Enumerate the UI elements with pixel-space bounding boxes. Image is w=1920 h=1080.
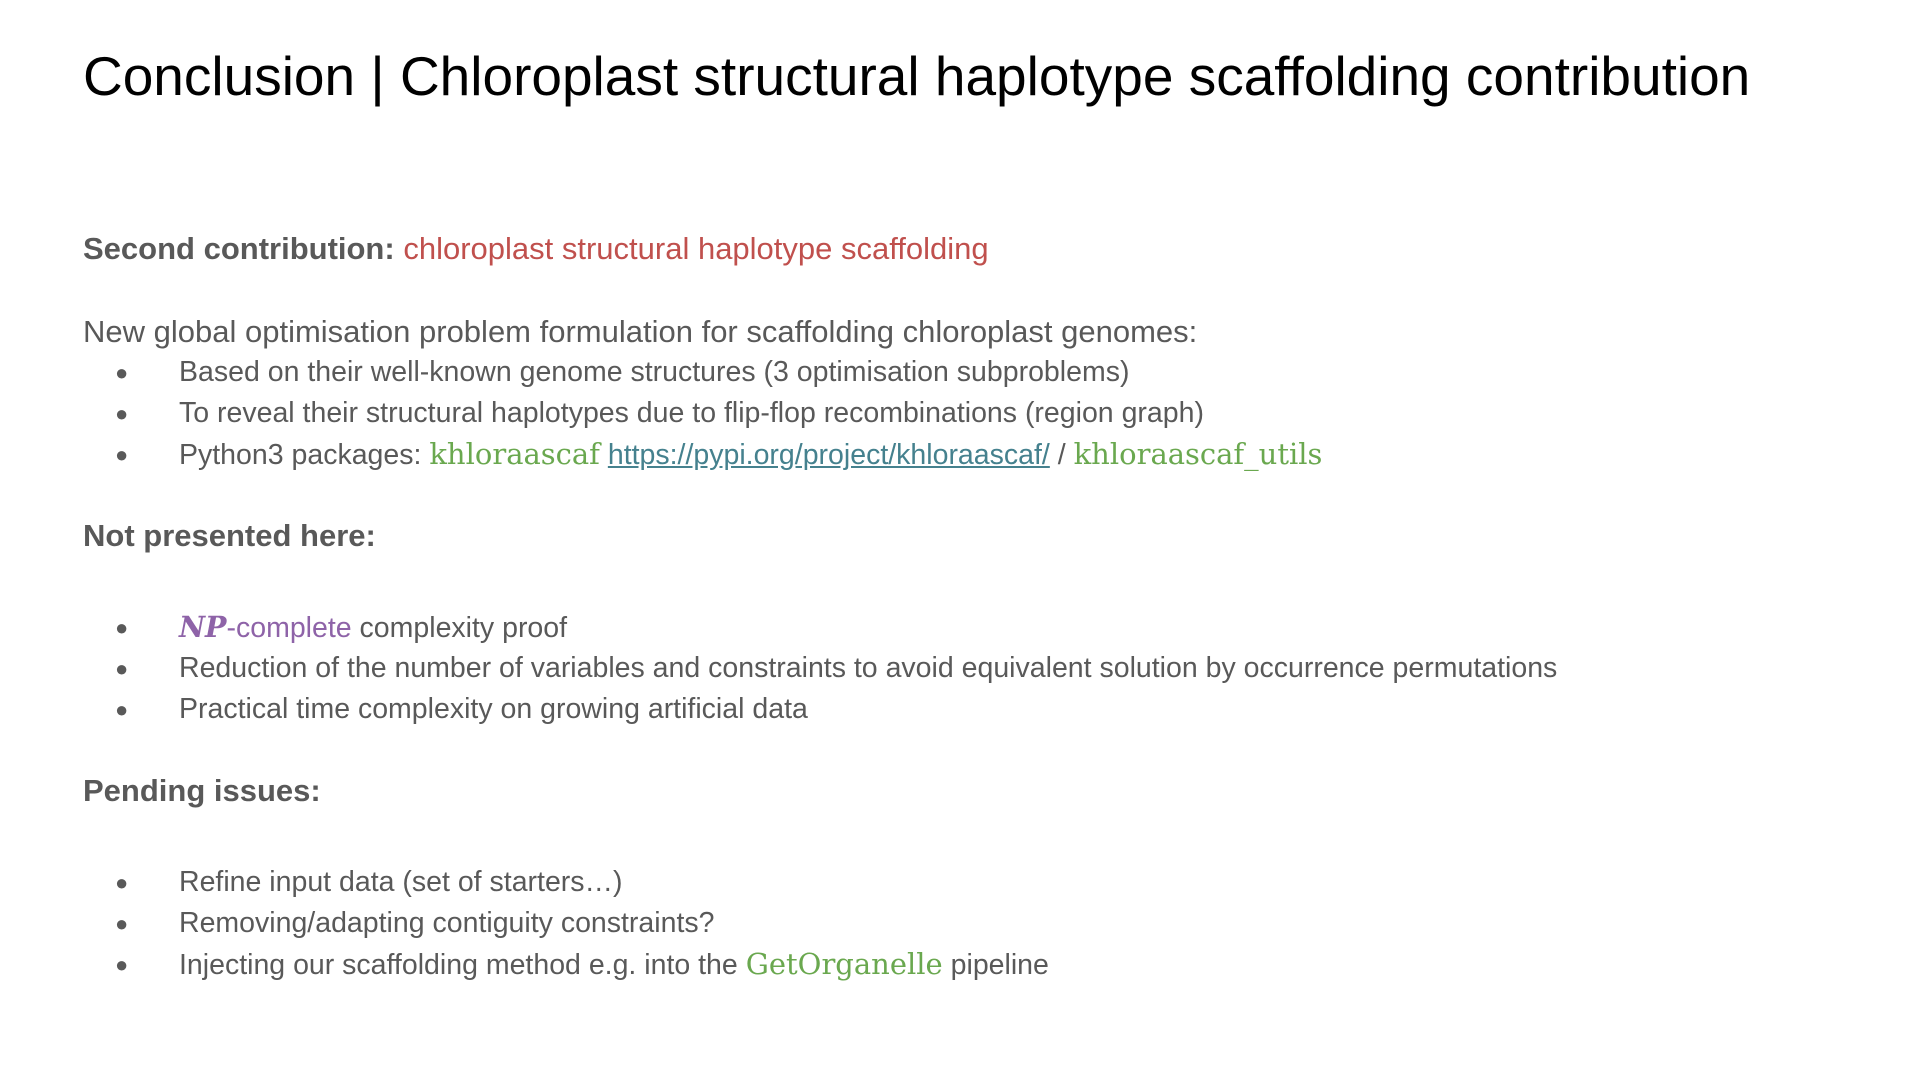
bullet-text: Practical time complexity on growing artificial data — [179, 693, 808, 725]
spacer — [83, 730, 1843, 766]
package-separator: / — [1057, 439, 1066, 471]
bullet-icon: ● — [115, 401, 129, 426]
bullet-text: Reduction of the number of variables and constraints to avoid equivalent solution by occurrence permutations — [179, 652, 1558, 684]
bullet-text: Refine input data (set of starters…) — [179, 866, 623, 898]
intro-text: New global optimisation problem formulation for scaffolding chloroplast genomes: — [83, 314, 1198, 349]
not-presented-label: Not presented here: — [83, 518, 376, 553]
list-item — [83, 903, 1843, 944]
np-complete-suffix: -complete — [226, 612, 352, 644]
bullet-text: complexity proof — [359, 612, 568, 644]
second-contribution-value: chloroplast structural haplotype scaffolding — [403, 231, 989, 266]
pending-bullet-list — [83, 862, 1843, 985]
package-khloraascaf-utils: khloraascaf_utils — [1073, 437, 1323, 471]
list-item — [83, 434, 1843, 475]
not-presented-bullet-list — [83, 607, 1843, 730]
pending-issues-label: Pending issues: — [83, 773, 321, 808]
list-item — [83, 689, 1843, 730]
bullet-text: Removing/adapting contiguity constraints? — [179, 907, 715, 939]
spacer — [83, 561, 1843, 607]
slide-body — [83, 224, 1843, 985]
np-symbol: NP — [179, 610, 227, 644]
bullet-text-suffix: pipeline — [950, 949, 1049, 981]
pending-issues-heading — [83, 766, 1843, 816]
slide-title: Conclusion | Chloroplast structural haplotype scaffolding contribution — [83, 45, 1751, 107]
bullet-icon: ● — [115, 615, 129, 640]
packages-prefix: Python3 packages: — [179, 439, 422, 471]
list-item — [83, 648, 1843, 689]
bullet-icon: ● — [115, 360, 129, 385]
bullet-text: Based on their well-known genome structures (3 optimisation subproblems) — [179, 356, 1130, 388]
bullet-text: To reveal their structural haplotypes due to flip-flop recombinations (region graph) — [179, 397, 1204, 429]
list-item — [83, 944, 1843, 985]
contribution-bullet-list — [83, 352, 1843, 475]
bullet-icon: ● — [115, 697, 129, 722]
bullet-icon: ● — [115, 656, 129, 681]
bullet-icon: ● — [115, 442, 129, 467]
second-contribution-heading — [83, 224, 1843, 274]
spacer — [83, 816, 1843, 862]
not-presented-heading — [83, 511, 1843, 561]
list-item — [83, 352, 1843, 393]
bullet-icon: ● — [115, 870, 129, 895]
bullet-icon: ● — [115, 911, 129, 936]
spacer — [83, 274, 1843, 312]
pypi-link[interactable]: https://pypi.org/project/khloraascaf/ — [607, 439, 1050, 471]
list-item — [83, 607, 1843, 648]
spacer — [83, 475, 1843, 511]
bullet-icon: ● — [115, 952, 129, 977]
package-khloraascaf: khloraascaf — [429, 437, 600, 471]
list-item — [83, 393, 1843, 434]
second-contribution-label: Second contribution: — [83, 231, 395, 266]
bullet-text-prefix: Injecting our scaffolding method e.g. into the — [179, 949, 738, 981]
list-item — [83, 862, 1843, 903]
tool-getorganelle: GetOrganelle — [745, 947, 943, 981]
